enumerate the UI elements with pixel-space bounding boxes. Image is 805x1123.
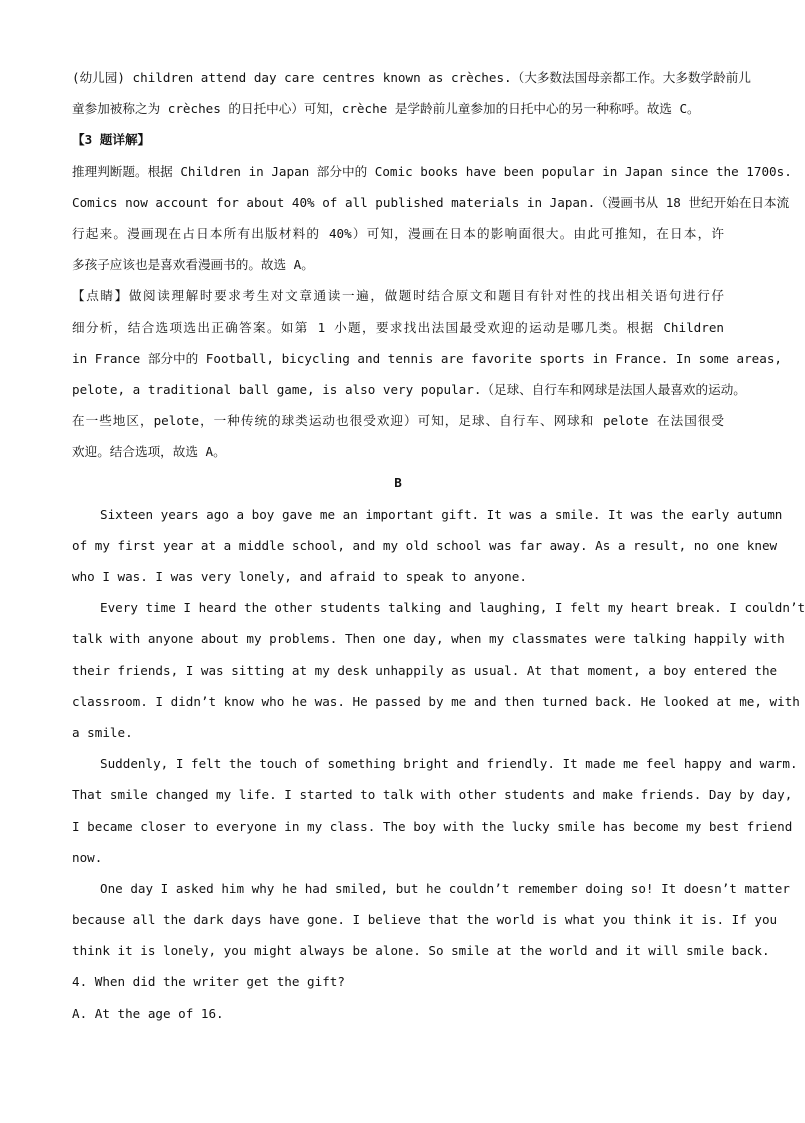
text-line: talk with anyone about my problems. Then one day, when my classmates were talking happily with [72,631,785,647]
text-line: Sixteen years ago a boy gave me an important gift. It was a smile. It was the early autumn [100,506,783,522]
question-line: 4. When did the writer get the gift? [72,974,345,990]
text-line: Every time I heard the other students talking and laughing, I felt my heart break. I couldn’t [100,600,805,616]
text-line: now. [72,849,103,865]
text-line: 欢迎。结合选项，故选 A。 [72,444,226,460]
text-line: I became closer to everyone in my class. The boy with the lucky smile has become my best friend [72,818,793,834]
text-line: of my first year at a middle school, and my old school was far away. As a result, no one knew [72,537,778,553]
text-line: 【点睛】做阅读理解时要求考生对文章通读一遍，做题时结合原文和题目有针对性的找出相关语句进行仔 [72,288,724,304]
section-heading: 【3 题详解】 [72,132,151,148]
text-line: 多孩子应该也是喜欢看漫画书的。故选 A。 [72,257,314,273]
text-line: pelote, a traditional ball game, is also very popular.（足球、自行车和网球是法国人最喜欢的运动。 [72,381,746,397]
text-line: Suddenly, I felt the touch of something bright and friendly. It made me feel happy and warm. [100,756,798,772]
text-line: who I was. I was very lonely, and afraid to speak to anyone. [72,569,527,584]
document-page [72,62,805,1029]
option-line: A. At the age of 16. [72,1005,224,1021]
text-line: 在一些地区，pelote，一种传统的球类运动也很受欢迎）可知，足球、自行车、网球和 pelote 在法国很受 [72,413,724,429]
text-line: One day I asked him why he had smiled, but he couldn’t remember doing so! It doesn’t matter [100,880,790,896]
text-line: That smile changed my life. I started to talk with other students and make friends. Day by day, [72,787,793,803]
text-line: because all the dark days have gone. I believe that the world is what you think it is. If you [72,912,778,928]
text-line: classroom. I didn’t know who he was. He passed by me and then turned back. He looked at me, with [72,693,800,709]
text-line: a smile. [72,724,133,740]
text-line: Comics now account for about 40% of all published materials in Japan.（漫画书从 18 世纪开始在日本流 [72,194,790,210]
text-line: in France 部分中的 Football, bicycling and tennis are favorite sports in France. In some areas, [72,350,783,366]
text-line: 细分析，结合选项选出正确答案。如第 1 小题，要求找出法国最受欢迎的运动是哪几类。根据 Children [72,319,724,335]
text-line: their friends, I was sitting at my desk unhappily as usual. At that moment, a boy entered the [72,662,778,678]
text-line: (幼儿园) children attend day care centres known as crèches.（大多数法国母亲都工作。大多数学龄前儿 [72,70,751,85]
passage-title: B [394,475,402,491]
text-line: think it is lonely, you might always be alone. So smile at the world and it will smile back. [72,943,770,959]
text-line: 童参加被称之为 crèches 的日托中心）可知，crèche 是学龄前儿童参加的日托中心的另一种称呼。故选 C。 [72,101,700,117]
text-line: 推理判断题。根据 Children in Japan 部分中的 Comic books have been popular in Japan since the 1700s. [72,163,792,179]
text-line: 行起来。漫画现在占日本所有出版材料的 40%）可知，漫画在日本的影响面很大。由此可推知，在日本，许 [72,225,724,241]
